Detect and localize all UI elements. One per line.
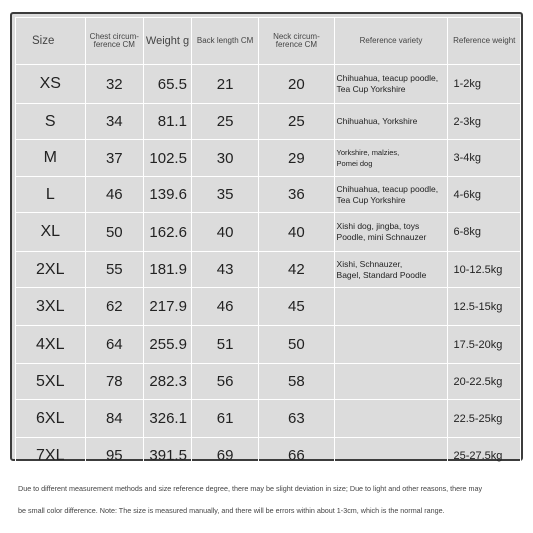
cell-variety (334, 288, 448, 326)
cell-back-length: 61 (191, 400, 258, 438)
cell-variety (334, 438, 448, 474)
cell-weight: 162.6 (144, 213, 192, 252)
cell-neck: 36 (259, 177, 334, 213)
cell-variety: Chihuahua, teacup poodle, Tea Cup Yorkshire (334, 177, 448, 213)
header-size: Size (16, 18, 86, 65)
cell-ref-weight: 12.5-15kg (448, 288, 521, 326)
cell-chest: 37 (85, 140, 144, 177)
size-chart-panel (10, 12, 523, 464)
cell-neck: 50 (259, 326, 334, 364)
table-row (16, 65, 521, 104)
cell-back-length: 40 (191, 213, 258, 252)
cell-size: 3XL (16, 288, 86, 326)
cell-size: 2XL (16, 252, 86, 288)
header-neck: Neck circum- ference CM (259, 18, 334, 65)
cell-weight: 217.9 (144, 288, 192, 326)
cell-size: 4XL (16, 326, 86, 364)
cell-neck: 20 (259, 65, 334, 104)
cell-neck: 40 (259, 213, 334, 252)
cell-chest: 64 (85, 326, 144, 364)
table-row (16, 140, 521, 177)
table-row (16, 252, 521, 288)
cell-ref-weight: 20-22.5kg (448, 364, 521, 400)
cell-size: 5XL (16, 364, 86, 400)
cell-neck: 58 (259, 364, 334, 400)
header-weight: Weight g (144, 18, 192, 65)
cell-variety: Chihuahua, teacup poodle, Tea Cup Yorkshire (334, 65, 448, 104)
cell-weight: 391.5 (144, 438, 192, 474)
cell-variety: Xishi dog, jingba, toys Poodle, mini Schnauzer (334, 213, 448, 252)
cell-variety: Chihuahua, Yorkshire (334, 104, 448, 140)
cell-variety (334, 364, 448, 400)
cell-ref-weight: 6-8kg (448, 213, 521, 252)
cell-back-length: 25 (191, 104, 258, 140)
note-line-1: Due to different measurement methods and size reference degree, there may be slight deviation in size; Due to light and other reasons, there may (18, 484, 483, 493)
cell-size: L (16, 177, 86, 213)
cell-back-length: 43 (191, 252, 258, 288)
cell-ref-weight: 3-4kg (448, 140, 521, 177)
header-chest: Chest circum- ference CM (85, 18, 144, 65)
size-rows (16, 65, 521, 474)
cell-ref-weight: 17.5-20kg (448, 326, 521, 364)
table-row (16, 104, 521, 140)
cell-back-length: 46 (191, 288, 258, 326)
cell-weight: 255.9 (144, 326, 192, 364)
table-row (16, 326, 521, 364)
cell-chest: 34 (85, 104, 144, 140)
cell-chest: 84 (85, 400, 144, 438)
cell-variety (334, 326, 448, 364)
table-row (16, 438, 521, 474)
cell-ref-weight: 22.5-25kg (448, 400, 521, 438)
table-row (16, 400, 521, 438)
header-variety: Reference variety (334, 18, 448, 65)
cell-size: 7XL (16, 438, 86, 474)
table-row (16, 213, 521, 252)
cell-weight: 102.5 (144, 140, 192, 177)
cell-back-length: 56 (191, 364, 258, 400)
cell-weight: 326.1 (144, 400, 192, 438)
cell-weight: 282.3 (144, 364, 192, 400)
cell-back-length: 69 (191, 438, 258, 474)
cell-weight: 181.9 (144, 252, 192, 288)
disclaimer-note (18, 478, 518, 522)
cell-ref-weight: 4-6kg (448, 177, 521, 213)
cell-weight: 81.1 (144, 104, 192, 140)
cell-chest: 78 (85, 364, 144, 400)
cell-size: XS (16, 65, 86, 104)
cell-variety: Xishi, Schnauzer, Bagel, Standard Poodle (334, 252, 448, 288)
cell-ref-weight: 10-12.5kg (448, 252, 521, 288)
cell-size: S (16, 104, 86, 140)
cell-weight: 139.6 (144, 177, 192, 213)
cell-neck: 42 (259, 252, 334, 288)
cell-size: XL (16, 213, 86, 252)
cell-size: 6XL (16, 400, 86, 438)
cell-chest: 50 (85, 213, 144, 252)
cell-variety: Yorkshire, malzies, Pomei dog (334, 140, 448, 177)
cell-back-length: 21 (191, 65, 258, 104)
cell-neck: 45 (259, 288, 334, 326)
cell-chest: 32 (85, 65, 144, 104)
cell-back-length: 30 (191, 140, 258, 177)
header-ref-weight: Reference weight (448, 18, 521, 65)
table-row (16, 177, 521, 213)
cell-size: M (16, 140, 86, 177)
cell-weight: 65.5 (144, 65, 192, 104)
cell-chest: 46 (85, 177, 144, 213)
cell-chest: 62 (85, 288, 144, 326)
cell-neck: 25 (259, 104, 334, 140)
cell-neck: 29 (259, 140, 334, 177)
size-chart-table (15, 17, 521, 474)
note-line-2: be small color difference. Note: The size is measured manually, and there will be errors within about 1-3cm, which is the normal range. (18, 506, 445, 515)
header-row (16, 18, 521, 65)
cell-ref-weight: 25-27.5kg (448, 438, 521, 474)
table-row (16, 288, 521, 326)
cell-chest: 95 (85, 438, 144, 474)
cell-back-length: 51 (191, 326, 258, 364)
cell-neck: 63 (259, 400, 334, 438)
table-row (16, 364, 521, 400)
cell-variety (334, 400, 448, 438)
cell-ref-weight: 2-3kg (448, 104, 521, 140)
cell-chest: 55 (85, 252, 144, 288)
cell-neck: 66 (259, 438, 334, 474)
cell-back-length: 35 (191, 177, 258, 213)
header-back-length: Back length CM (191, 18, 258, 65)
cell-ref-weight: 1-2kg (448, 65, 521, 104)
